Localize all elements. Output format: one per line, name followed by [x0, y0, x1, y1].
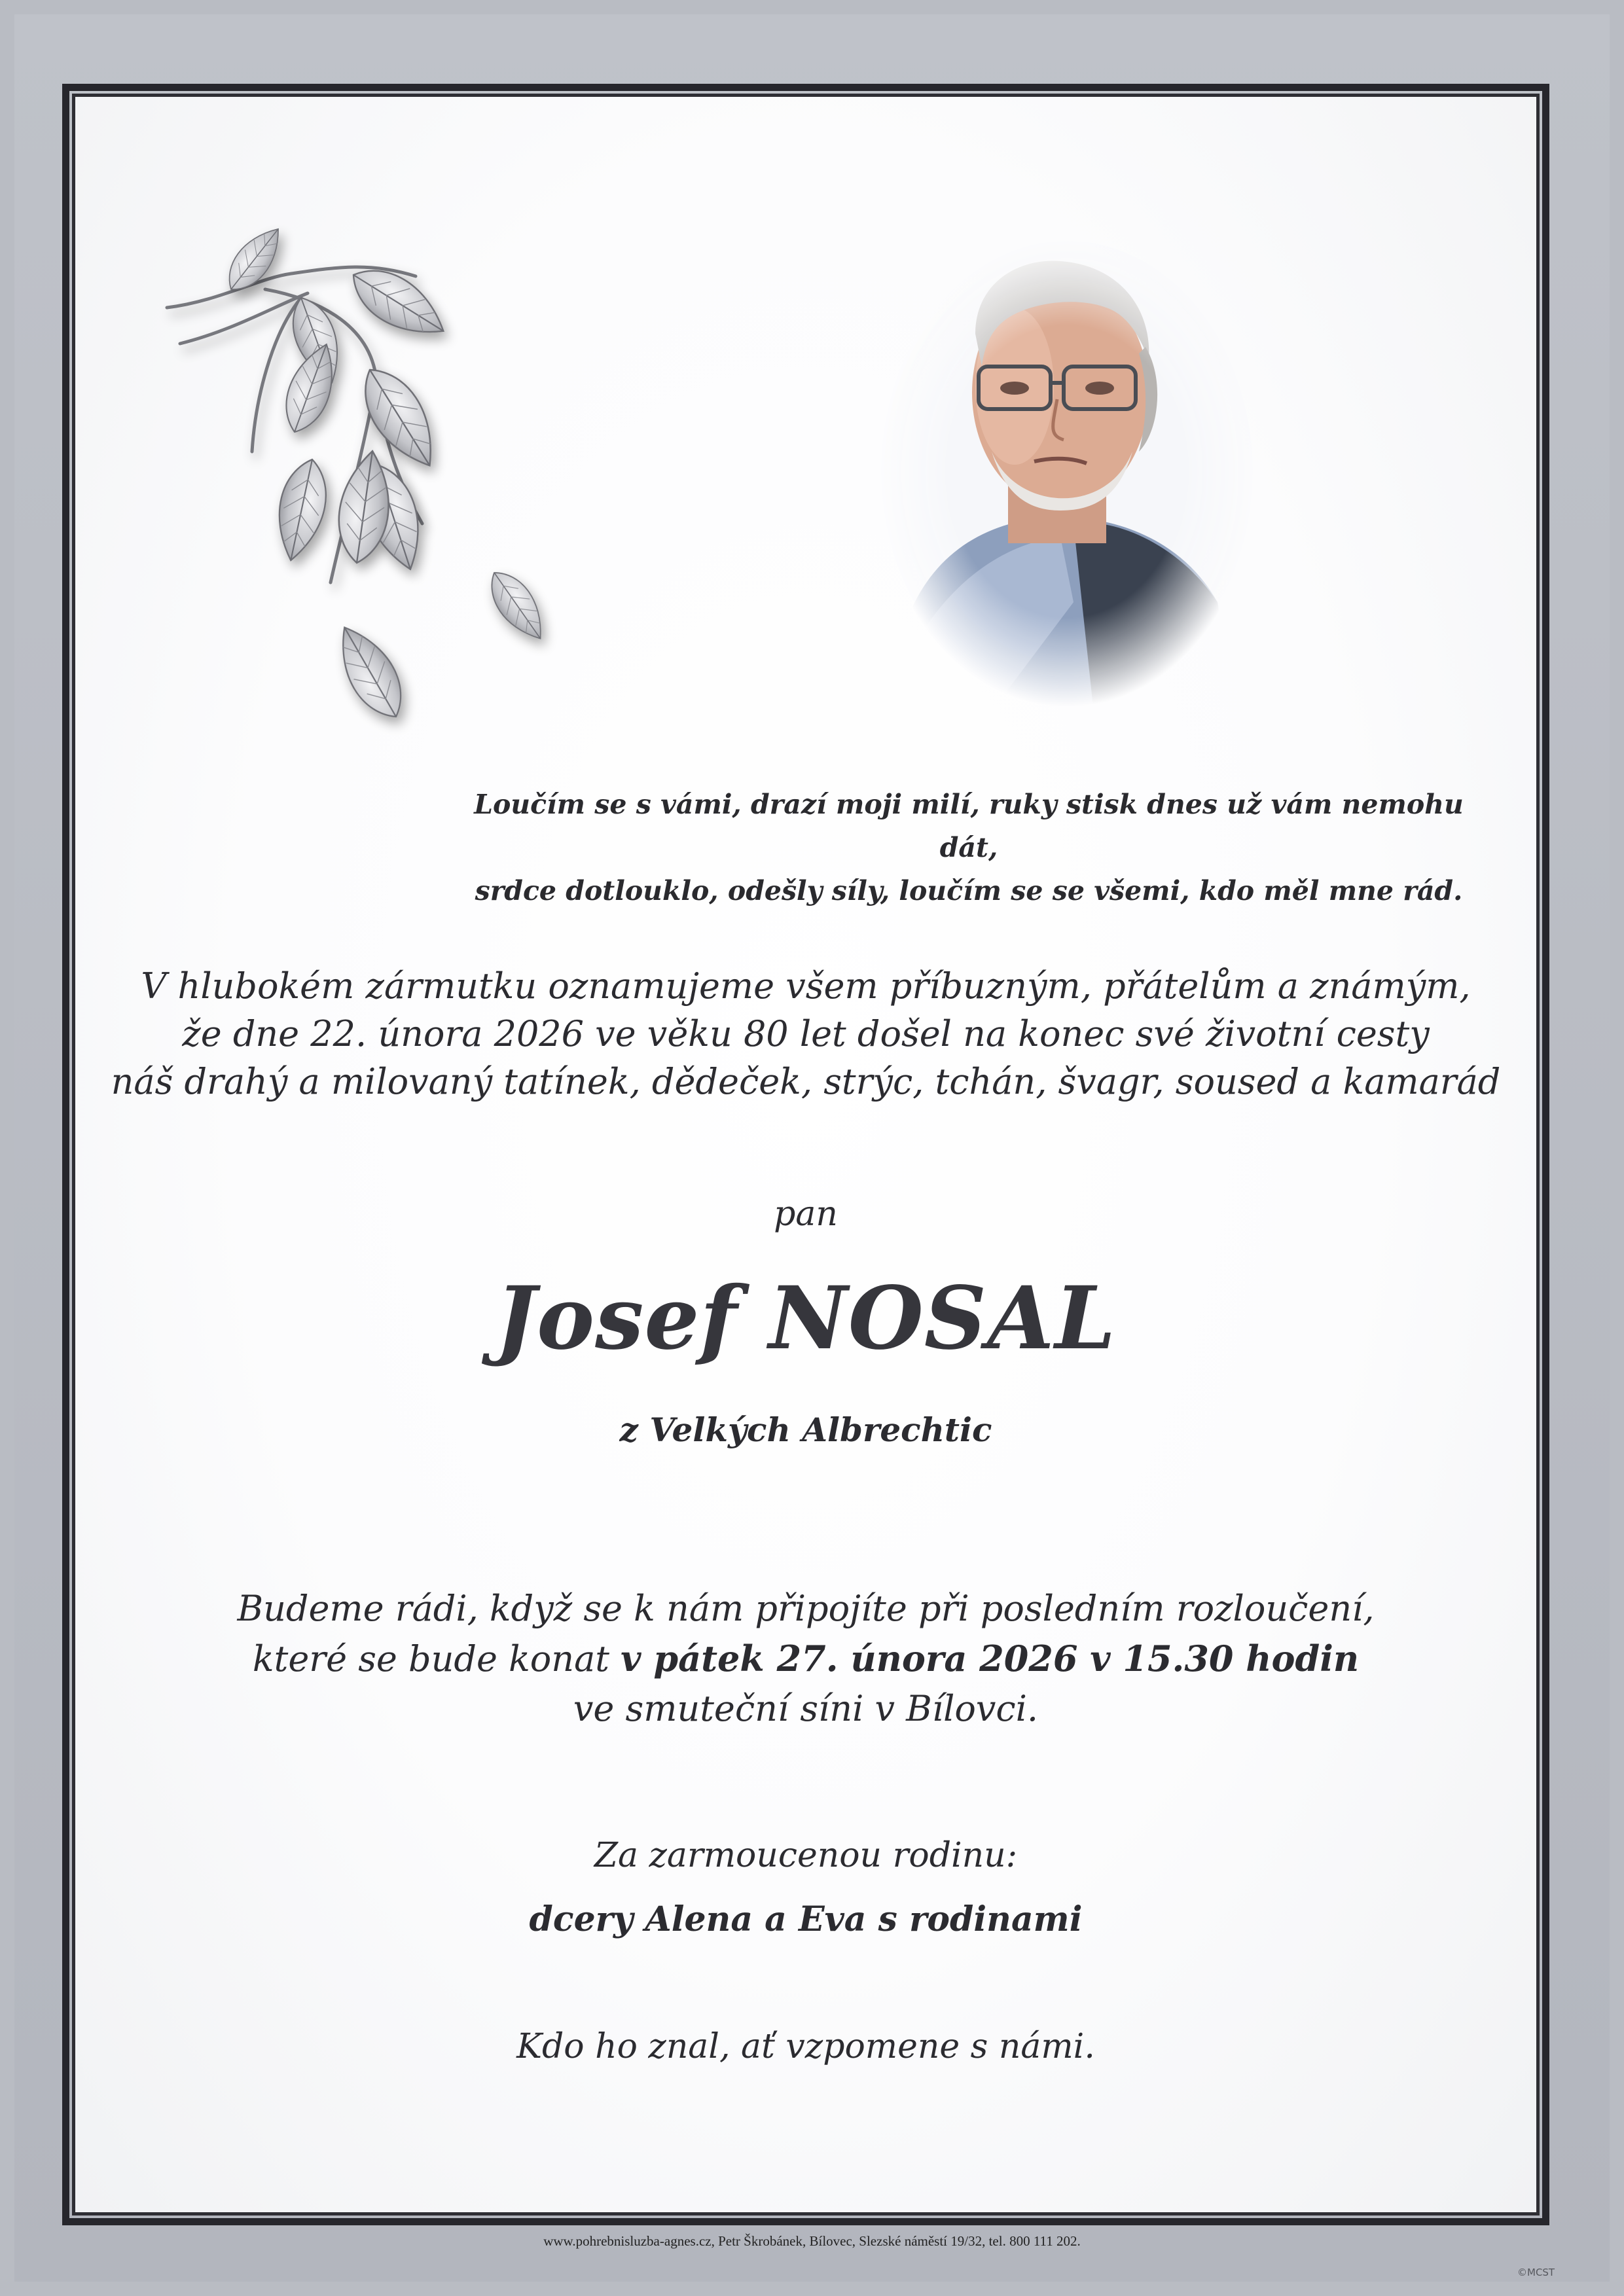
ceremony-datetime: v pátek 27. února 2026 v 15.30 hodin — [621, 1638, 1360, 1679]
ceremony-line: ve smuteční síni v Bílovci. — [573, 1688, 1039, 1729]
family-lead: Za zarmoucenou rodinu: — [594, 1836, 1018, 1875]
copyright-mark: ©MCST — [1517, 2267, 1555, 2278]
ceremony-line: Budeme rádi, když se k nám připojíte při posledním rozloučení, — [237, 1588, 1375, 1629]
ceremony-invitation — [72, 1584, 1540, 1734]
deceased-name: Josef NOSAL — [495, 1268, 1117, 1369]
portrait-photo — [877, 236, 1257, 707]
closing-line: Kdo ho znal, ať vzpomene s námi. — [516, 2027, 1095, 2066]
ceremony-line — [72, 1634, 1540, 1684]
announcement — [72, 962, 1540, 1105]
footer-contact: www.pohrebnisluzba-agnes.cz, Petr Škrobánek, Bílovec, Slezské náměstí 19/32, tel. 800 111 202. — [543, 2233, 1081, 2249]
family-names: dcery Alena a Eva s rodinami — [529, 1899, 1083, 1939]
leaf-branch-icon — [160, 216, 605, 818]
honorific: pan — [774, 1194, 838, 1234]
motto-line: Loučím se s vámi, drazí moji milí, ruky stisk dnes už vám nemohu dát, — [474, 789, 1464, 863]
announcement-line: že dne 22. února 2026 ve věku 80 let došel na konec své životní cesty — [182, 1013, 1430, 1054]
announcement-line: V hlubokém zármutku oznamujeme všem příbuzným, přátelům a známým, — [141, 965, 1471, 1007]
deceased-origin: z Velkých Albrechtic — [619, 1410, 992, 1449]
ceremony-line-prefix: které se bude konat — [252, 1638, 621, 1679]
announcement-line: náš drahý a milovaný tatínek, dědeček, strýc, tchán, švagr, soused a kamarád — [111, 1061, 1501, 1102]
motto-verse — [458, 783, 1479, 912]
motto-line: srdce dotlouklo, odešly síly, loučím se se všemi, kdo měl mne rád. — [475, 875, 1463, 906]
